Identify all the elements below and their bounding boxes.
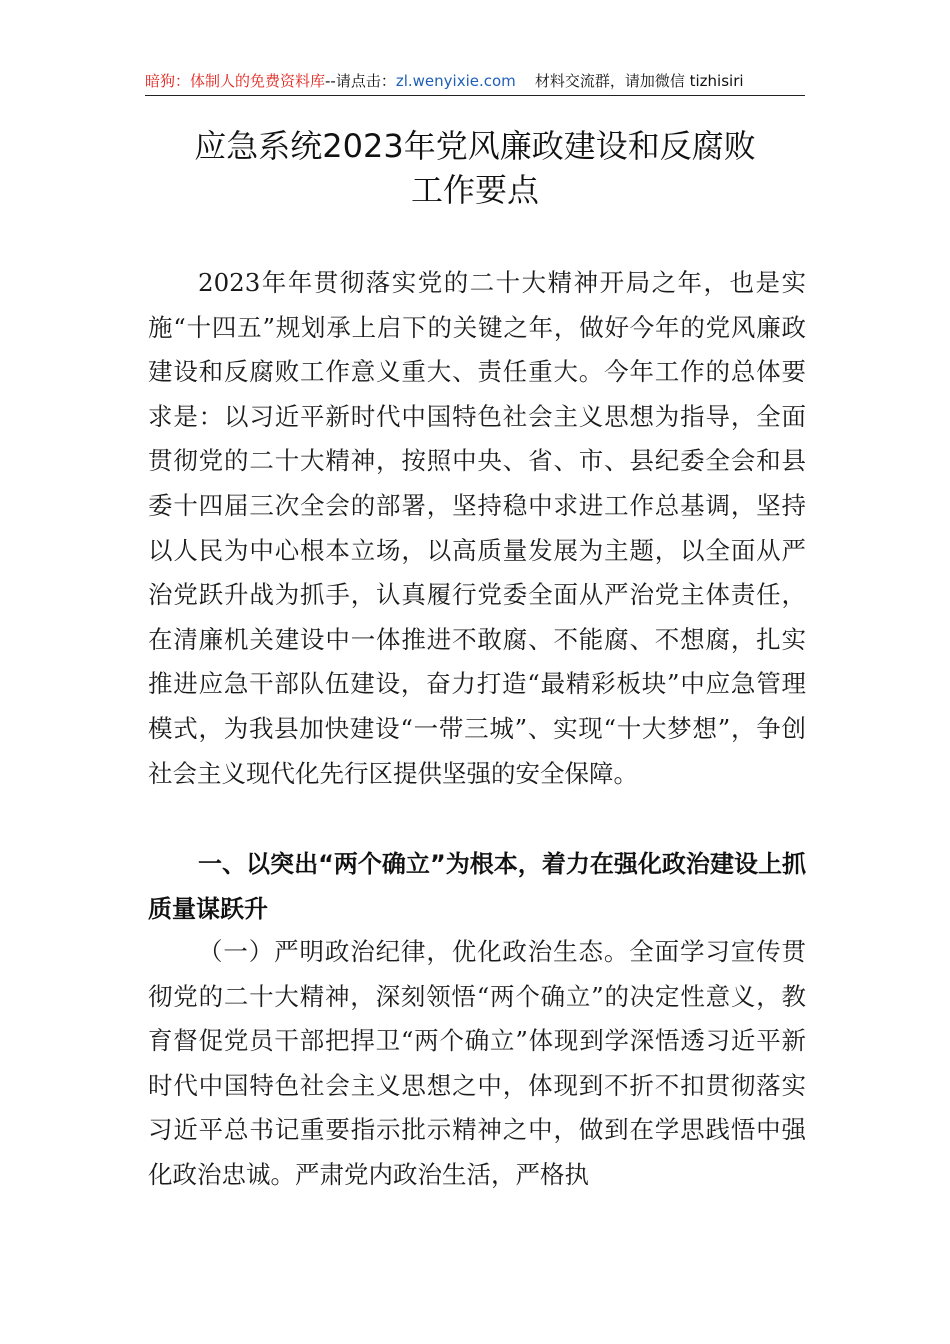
header-link[interactable]: zl.wenyixie.com <box>395 72 516 90</box>
document-title <box>130 124 820 212</box>
paragraph-intro: 2023年年贯彻落实党的二十大精神开局之年，也是实施“十四五”规划承上启下的关键之年，做好今年的党风廉政建设和反腐败工作意义重大、责任重大。今年工作的总体要求是：以习近平新时代中国特色社会主义思想为指导，全面贯彻党的二十大精神，按照中央、省、市、县纪委全会和县委十四届三次全会的部署，坚持稳中求进工作总基调，坚持以人民为中心根本立场，以高质量发展为主题，以全面从严治党跃升战为抓手，认真履行党委全面从严治党主体责任，在清廉机关建设中一体推进不敢腐、不能腐、不想腐，扎实推进应急干部队伍建设，奋力打造“最精彩板块”中应急管理模式，为我县加快建设“一带三城”、实现“十大梦想”，争创社会主义现代化先行区提供坚强的安全保障。 <box>148 268 806 788</box>
title-line-2: 工作要点 <box>410 171 539 209</box>
section-heading-1: 一、以突出“两个确立”为根本，着力在强化政治建设上抓质量谋跃升 <box>148 850 806 923</box>
header-divider <box>145 95 805 96</box>
title-line-1: 应急系统2023年党风廉政建设和反腐败 <box>194 127 756 165</box>
header-brand: 暗狗：体制人的免费资料库 <box>145 72 326 90</box>
header-contact: 材料交流群，请加微信 tizhisiri <box>534 72 744 90</box>
paragraph-section-1-item-1: （一）严明政治纪律，优化政治生态。全面学习宣传贯彻党的二十大精神，深刻领悟“两个确立”的决定性意义，教育督促党员干部把捍卫“两个确立”体现到学深悟透习近平新时代中国特色社会主义思想之中，体现到不折不扣贯彻落实习近平总书记重要指示批示精神之中，做到在学思践悟中强化政治忠诚。严肃党内政治生活，严格执 <box>148 937 806 1189</box>
page-header <box>145 68 805 94</box>
header-prompt: --请点击： <box>325 72 396 90</box>
